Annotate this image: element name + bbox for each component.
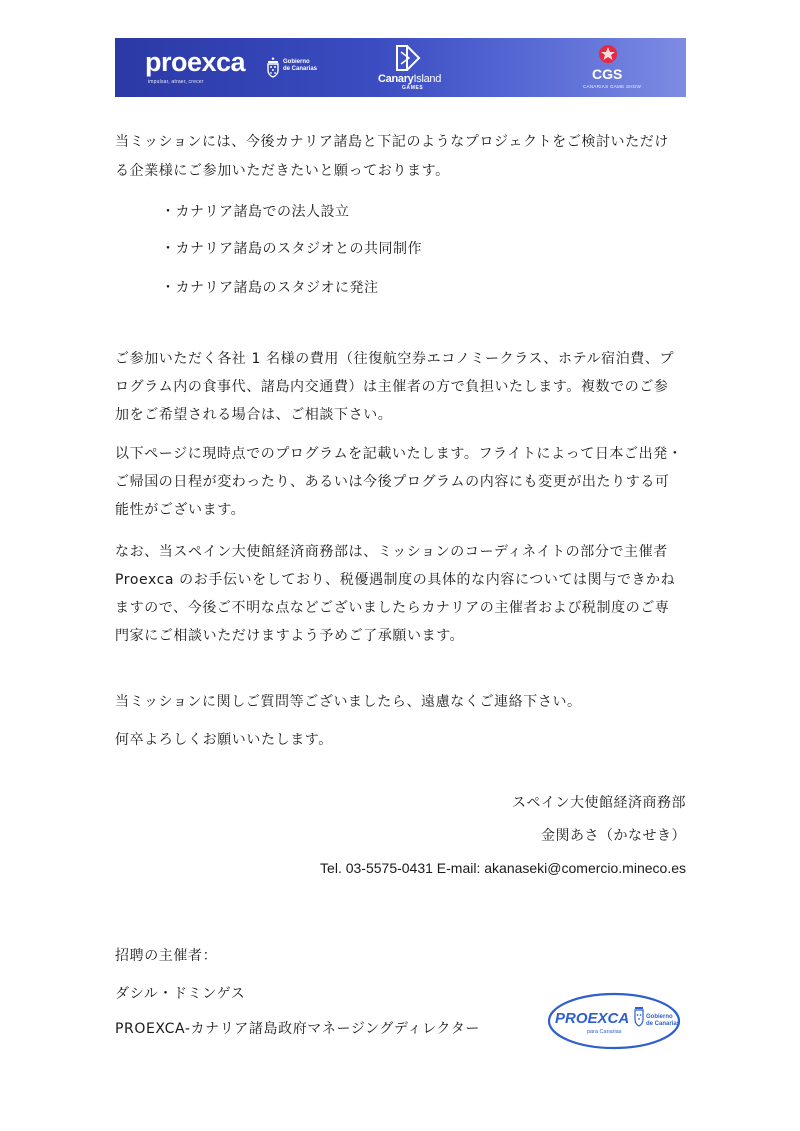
- stamp-sub-text: para Canarias: [587, 1029, 622, 1035]
- header-banner: [115, 38, 686, 97]
- gobierno-line2: de Canarias: [283, 66, 318, 72]
- cgs-logo-text: CGS: [592, 66, 623, 82]
- proexca-tagline: impulsar, atraer, crecer: [148, 79, 204, 85]
- gobierno-label: [283, 59, 317, 73]
- bullet-item-1: ・カナリア諸島での法人設立: [161, 204, 350, 220]
- host-name: ダシル・ドミンゲス: [115, 986, 246, 1002]
- host-label: 招聘の主催者：: [115, 948, 218, 964]
- paragraph-2-line-2: ログラム内の食事代、諸島内交通費）は主催者の方で負担いたします。複数でのご参: [115, 379, 669, 395]
- stamp-gob-line2: de Canarias: [646, 1021, 681, 1027]
- paragraph-4-line-2: Proexca のお手伝いをしており、税優遇制度の具体的な内容については関与できかね: [115, 572, 676, 588]
- paragraph-1-line-2: る企業様にご参加いただきたいと願っております。: [115, 163, 450, 179]
- proexca-stamp-logo: [547, 992, 681, 1050]
- cgs-emblem-icon: [598, 44, 618, 64]
- signature-name: 金関あさ（かなせき）: [541, 828, 686, 844]
- bullet-item-2: ・カナリア諸島のスタジオとの共同制作: [161, 241, 422, 257]
- canary-island-games-icon: [395, 44, 421, 72]
- canary-island-label: [378, 73, 441, 85]
- paragraph-4-line-4: 門家にご相談いただけますよう予めご了承願います。: [115, 628, 465, 644]
- signature-contact: Tel. 03-5575-0431 E-mail: akanaseki@comercio.mineco.es: [320, 860, 686, 876]
- paragraph-5-line-2: 何卒よろしくお願いいたします。: [115, 732, 333, 748]
- canary-games-label: GAMES: [402, 85, 424, 91]
- stamp-shield-icon: [635, 1007, 643, 1026]
- paragraph-1-line-1: 当ミッションには、今後カナリア諸島と下記のようなプロジェクトをご検討いただけ: [115, 134, 669, 150]
- host-title: PROEXCA-カナリア諸島政府マネージングディレクター: [115, 1021, 480, 1037]
- paragraph-5-line-1: 当ミッションに関しご質問等ございましたら、遠慮なくご連絡下さい。: [115, 694, 582, 710]
- paragraph-3-line-1: 以下ページに現時点でのプログラムを記載いたします。フライトによって日本ご出発・: [115, 446, 683, 462]
- paragraph-2-line-1: ご参加いただく各社 1 名様の費用（往復航空券エコノミークラス、ホテル宿泊費、プ: [115, 351, 675, 367]
- paragraph-2-line-3: 加をご希望される場合は、ご相談下さい。: [115, 407, 393, 423]
- canary-thin: Island: [413, 73, 442, 85]
- stamp-gob-line1: Gobierno: [646, 1014, 673, 1020]
- paragraph-4-line-1: なお、当スペイン大使館経済商務部は、ミッションのコーディネイトの部分で主催者: [115, 544, 668, 560]
- signature-office: スペイン大使館経済商務部: [512, 795, 686, 811]
- paragraph-3-line-3: 能性がございます。: [115, 502, 246, 518]
- proexca-logo-text: proexca: [145, 47, 246, 77]
- paragraph-3-line-2: ご帰国の日程が変わったり、あるいは今後プログラムの内容にも変更が出たりする可: [115, 474, 670, 490]
- gobierno-shield-icon: [266, 56, 280, 78]
- bullet-item-3: ・カナリア諸島のスタジオに発注: [161, 280, 379, 296]
- canary-bold: Canary: [378, 73, 414, 85]
- gobierno-line1: Gobierno: [283, 59, 310, 65]
- cgs-subtitle: CANARIAS GAME SHOW: [583, 84, 642, 89]
- paragraph-4-line-3: ますので、今後ご不明な点などございましたらカナリアの主催者および税制度のご専: [115, 600, 670, 616]
- stamp-main-text: PROEXCA: [555, 1010, 630, 1027]
